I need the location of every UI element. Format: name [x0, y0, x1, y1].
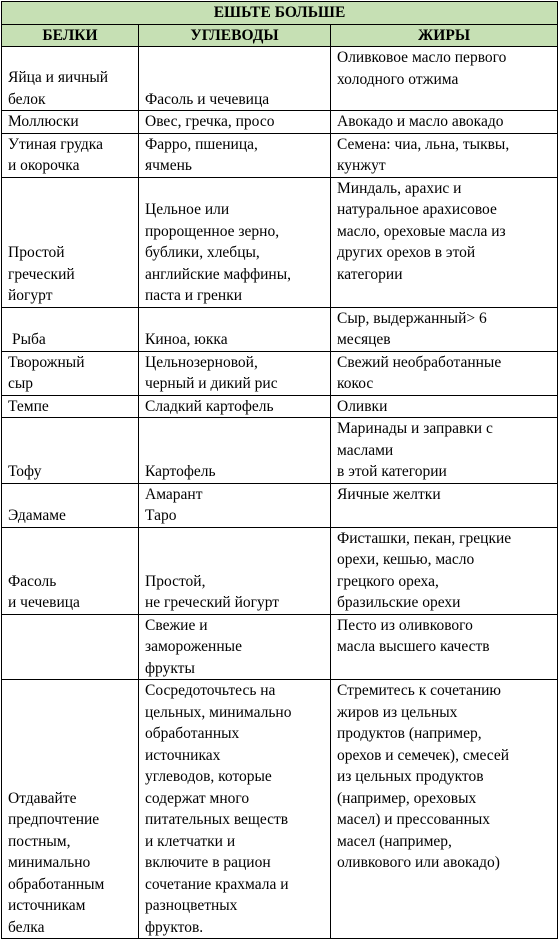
cell-line: фруктов. — [145, 918, 204, 936]
cell-line: Свежие и — [145, 616, 208, 634]
cell-line: Утиная грудка — [8, 135, 103, 153]
cell-line: Фарро, пшеница, — [145, 135, 258, 153]
protein-cell — [2, 111, 139, 134]
cell-line: орехи, кешью, масло — [337, 551, 475, 568]
carbs-cell — [139, 177, 331, 307]
cell-line: английские маффины, — [145, 265, 291, 283]
cell-line: Тофу — [8, 463, 42, 480]
cell-line: Яичные желтки — [337, 485, 441, 503]
protein-cell — [2, 418, 139, 484]
table-row — [2, 133, 558, 177]
cell-line: Сосредоточьтесь на — [145, 682, 276, 699]
table-row — [2, 395, 558, 418]
table-row — [2, 680, 558, 939]
cell-line: Оливки — [337, 397, 388, 415]
protein-cell — [2, 680, 139, 939]
cell-line: углеводов, которые — [145, 768, 272, 785]
carbs-cell — [139, 614, 331, 680]
fats-cell — [331, 133, 558, 177]
protein-cell — [2, 177, 139, 307]
cell-line: месяцев — [337, 331, 391, 348]
cell-line: Таро — [145, 507, 177, 524]
fats-cell — [331, 614, 558, 680]
cell-line: Цельнозерновой, — [145, 353, 258, 371]
cell-line: включите в рацион — [145, 854, 271, 871]
fats-cell — [331, 47, 558, 111]
cell-line: сыр — [8, 375, 34, 392]
fats-cell — [331, 307, 558, 351]
cell-line: Свежий необработанные — [337, 353, 502, 371]
protein-cell — [2, 133, 139, 177]
cell-line: Сыр, выдержанный> 6 — [337, 309, 487, 327]
cell-line: белка — [8, 918, 45, 936]
table-row — [2, 527, 558, 614]
carbs-cell — [139, 418, 331, 484]
cell-line: Стремитесь к сочетанию — [337, 682, 502, 699]
table-row — [2, 111, 558, 134]
protein-cell — [2, 527, 139, 614]
header-protein: БЕЛКИ — [2, 24, 139, 47]
cell-line: источниках — [145, 746, 221, 764]
protein-cell — [2, 395, 139, 418]
protein-cell — [2, 351, 139, 395]
table-row — [2, 177, 558, 307]
carbs-cell — [139, 680, 331, 939]
carbs-cell — [139, 395, 331, 418]
cell-line: кунжут — [337, 157, 386, 174]
cell-line: из цельных продуктов — [337, 768, 484, 785]
cell-line: пророщенное зерно, — [145, 222, 280, 240]
cell-line: содержат много — [145, 789, 250, 807]
cell-line: Амарант — [145, 485, 203, 503]
fats-cell — [331, 483, 558, 527]
cell-line: грецкого ореха, — [337, 572, 439, 590]
cell-line: обработанным — [8, 875, 105, 893]
carbs-cell — [139, 483, 331, 527]
header-fats: ЖИРЫ — [331, 24, 558, 47]
carbs-cell — [139, 351, 331, 395]
cell-line: и клетчатки и — [145, 832, 236, 850]
cell-line: орехов и семечек), смесей — [337, 746, 510, 764]
cell-line: Яйца и яичный — [8, 69, 109, 86]
cell-line: Сладкий картофель — [145, 397, 274, 415]
cell-line: Оливковое масло первого — [337, 49, 507, 66]
protein-cell — [2, 483, 139, 527]
cell-line: йогурт — [8, 287, 53, 304]
cell-line: черный и дикий рис — [145, 375, 278, 392]
cell-line: предпочтение — [8, 811, 100, 828]
cell-line: в этой категории — [337, 463, 447, 480]
cell-line: Цельное или — [145, 201, 230, 218]
table-body — [2, 47, 558, 939]
cell-line: и окорочка — [8, 157, 80, 174]
cell-line: масел (например, — [337, 832, 452, 850]
cell-line: Простой — [8, 244, 65, 261]
cell-line: Рыба — [12, 331, 46, 348]
cell-line: Фисташки, пекан, грецкие — [337, 529, 512, 547]
table-row — [2, 483, 558, 527]
cell-line: оливкового или авокадо) — [337, 854, 500, 871]
cell-line: натуральное арахисовое — [337, 201, 497, 218]
cell-line: холодного отжима — [337, 70, 459, 88]
cell-line: категории — [337, 265, 403, 283]
table-row — [2, 307, 558, 351]
cell-line: цельных, минимально — [145, 703, 292, 721]
cell-line: Песто из оливкового — [337, 616, 473, 634]
header-carbs: УГЛЕВОДЫ — [139, 24, 331, 47]
cell-line: Картофель — [145, 463, 216, 480]
fats-cell — [331, 177, 558, 307]
cell-line: Темпе — [8, 397, 49, 415]
cell-line: и чечевица — [8, 594, 80, 611]
fats-cell — [331, 111, 558, 134]
cell-line: кокос — [337, 375, 374, 392]
cell-line: продуктов (например, — [337, 725, 482, 742]
fats-cell — [331, 680, 558, 939]
cell-line: жиров из цельных — [337, 703, 458, 721]
carbs-cell — [139, 307, 331, 351]
cell-line: маслами — [337, 441, 394, 459]
cell-line: Овес, гречка, просо — [145, 113, 275, 130]
carbs-cell — [139, 47, 331, 111]
cell-line: греческий — [8, 265, 75, 283]
table-title: ЕШЬТЕ БОЛЬШЕ — [2, 2, 558, 25]
table-row — [2, 47, 558, 111]
cell-line: не греческий йогурт — [145, 594, 280, 611]
carbs-cell — [139, 133, 331, 177]
cell-line: фрукты — [145, 659, 195, 677]
table-row — [2, 418, 558, 484]
table-row — [2, 351, 558, 395]
protein-cell — [2, 47, 139, 111]
cell-line: Фасоль — [8, 572, 57, 590]
cell-line: Маринады и заправки с — [337, 420, 493, 437]
cell-line: белок — [8, 90, 46, 108]
cell-line: сочетание крахмала и — [145, 875, 289, 893]
cell-line: масел) и прессованных — [337, 811, 491, 828]
cell-line: Отдавайте — [8, 789, 77, 807]
cell-line: Фасоль и чечевица — [145, 90, 270, 108]
protein-cell — [2, 614, 139, 680]
cell-line: (например, ореховых — [337, 789, 477, 807]
cell-line: разноцветных — [145, 897, 238, 914]
cell-line: обработанных — [145, 725, 240, 742]
cell-line: бублики, хлебцы, — [145, 244, 260, 261]
table-row — [2, 614, 558, 680]
cell-line: питательных веществ — [145, 811, 289, 828]
cell-line: Творожный — [8, 353, 85, 371]
cell-line: Авокадо и масло авокадо — [337, 113, 504, 130]
cell-line: постным, — [8, 832, 71, 850]
cell-line: Киноа, юкка — [145, 331, 228, 348]
carbs-cell — [139, 527, 331, 614]
cell-line: Моллюски — [8, 113, 79, 130]
cell-line: Семена: чиа, льна, тыквы, — [337, 135, 510, 153]
cell-line: Миндаль, арахис и — [337, 179, 462, 197]
cell-line: Простой, — [145, 572, 206, 590]
fats-cell — [331, 418, 558, 484]
cell-line: Эдамаме — [8, 507, 66, 524]
cell-line: минимально — [8, 854, 91, 871]
cell-line: паста и гренки — [145, 287, 243, 304]
cell-line: других орехов в этой — [337, 244, 476, 261]
cell-line: масла высшего качеств — [337, 638, 490, 655]
fats-cell — [331, 395, 558, 418]
fats-cell — [331, 527, 558, 614]
cell-line: бразильские орехи — [337, 594, 461, 611]
cell-line: источникам — [8, 897, 86, 914]
fats-cell — [331, 351, 558, 395]
cell-line: замороженные — [145, 638, 242, 655]
nutrition-table — [1, 1, 558, 939]
carbs-cell — [139, 111, 331, 134]
protein-cell — [2, 307, 139, 351]
cell-line: ячмень — [145, 157, 192, 174]
cell-line: масло, ореховые масла из — [337, 222, 506, 240]
